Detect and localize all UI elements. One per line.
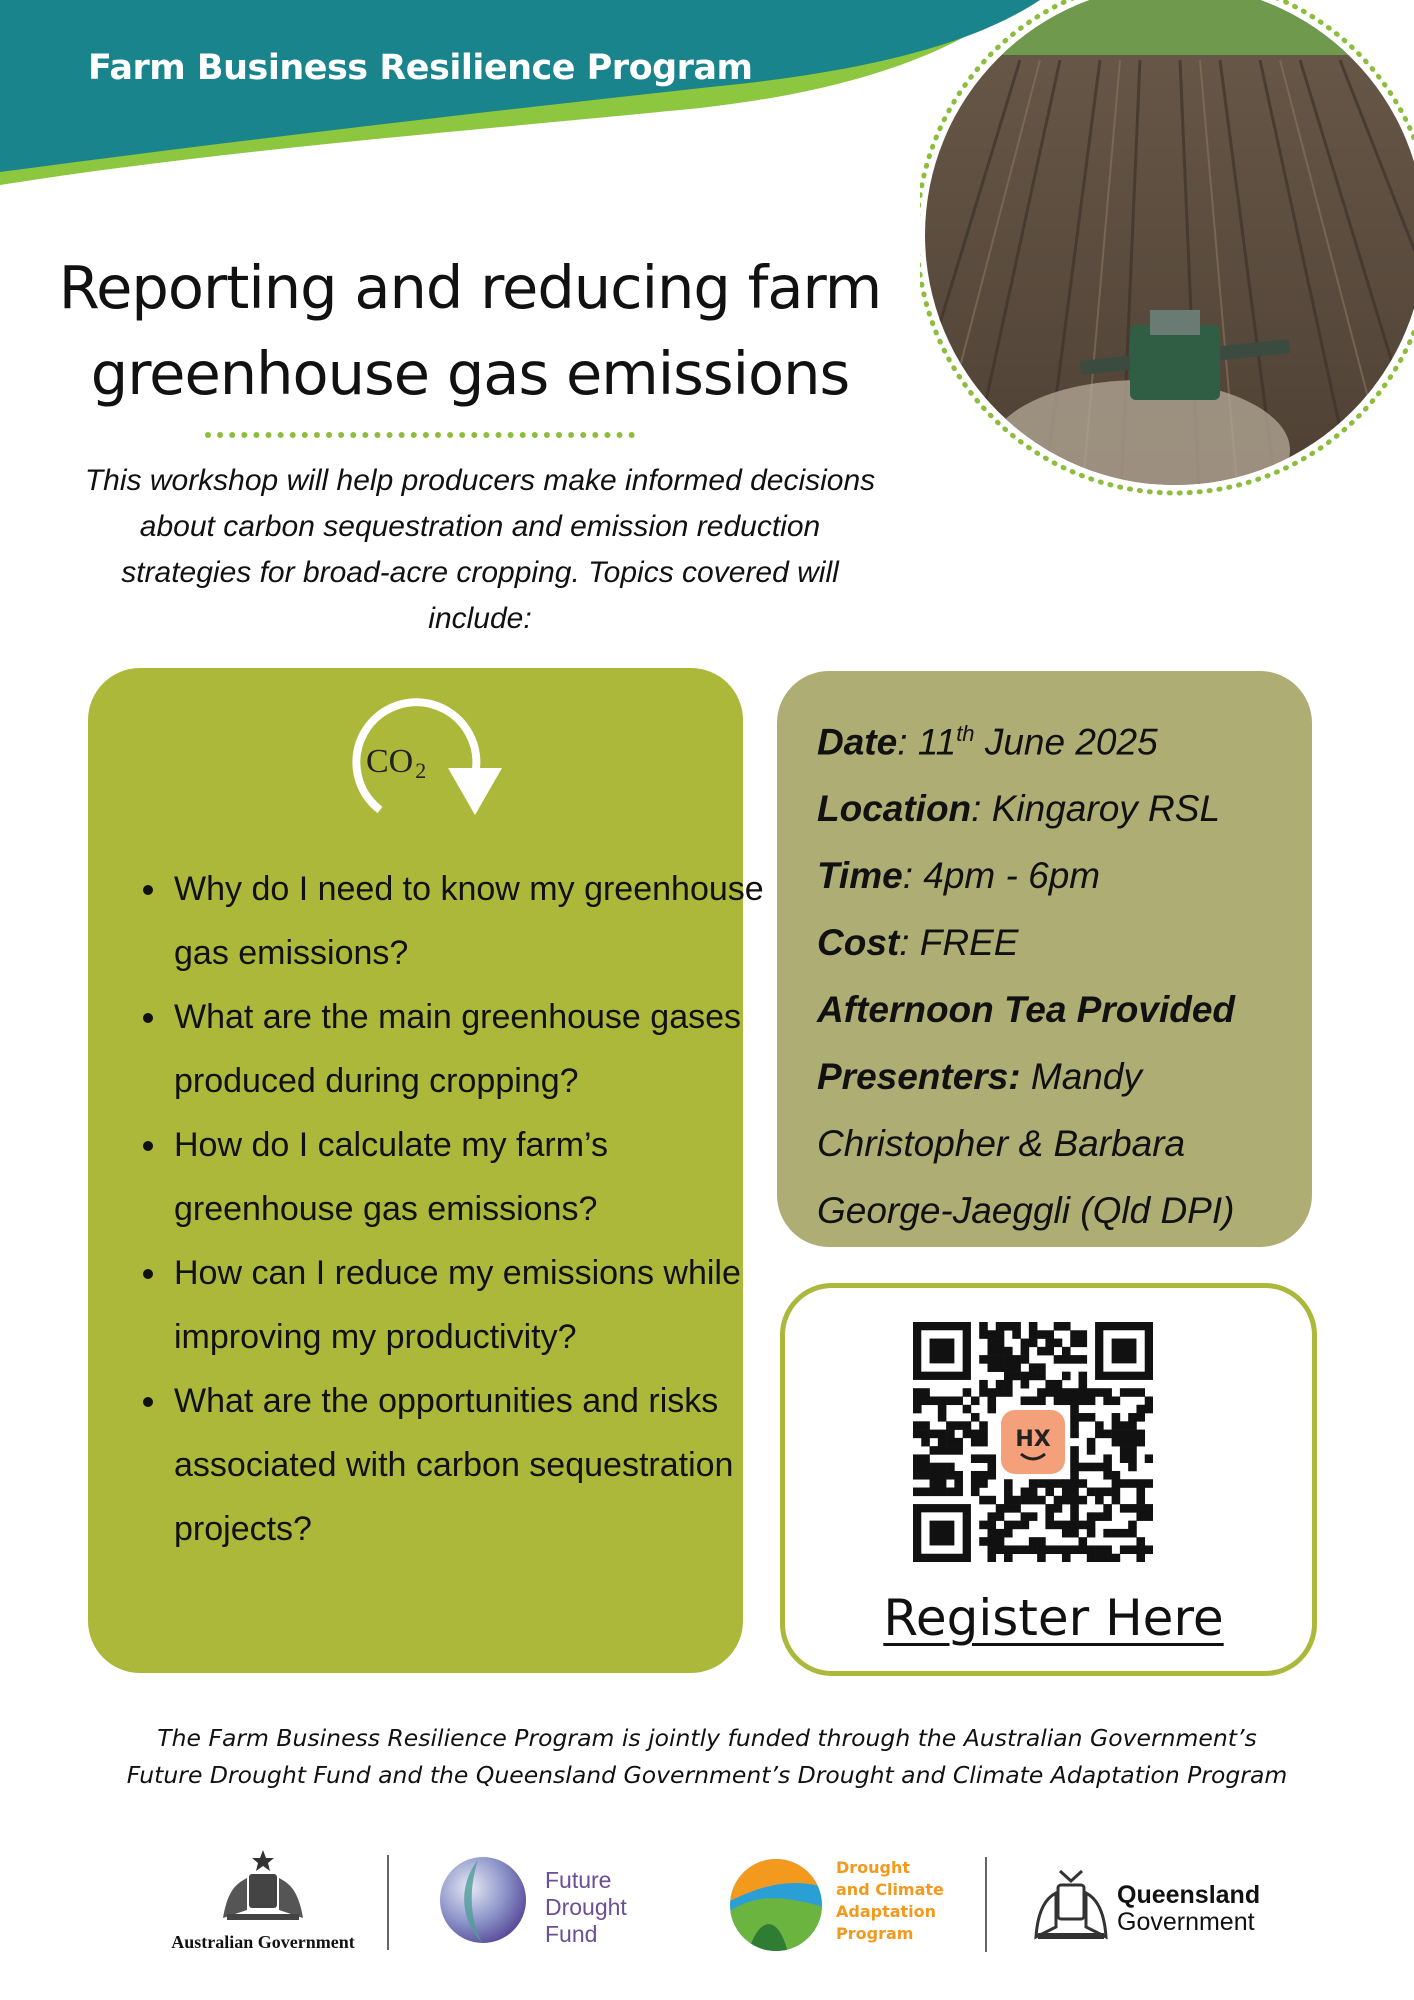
funding-line-2: Future Drought Fund and the Queensland Government’s Drought and Climate Adaptation Program <box>126 1761 1288 1789</box>
register-link[interactable]: Register Here <box>883 1589 1224 1647</box>
cost-row: Cost: FREE <box>817 922 1019 964</box>
cost-label: Cost <box>817 922 900 964</box>
australian-government-label: Australian Government <box>171 1932 355 1952</box>
queensland-crest-icon <box>1030 1867 1112 1945</box>
topic-item: • How do I calculate my farm’s greenhouse gas emissions? <box>170 1113 790 1241</box>
intro-text: This workshop will help producers make informed decisions about carbon sequestration and emission reduction strategies for broad-acre cropping. Topics covered will include: <box>84 464 876 635</box>
coat-of-arms-icon <box>213 1848 313 1928</box>
program-title: Farm Business Resilience Program <box>88 48 753 88</box>
afternoon-tea: Afternoon Tea Provided <box>817 989 1236 1031</box>
funding-statement <box>40 1720 1374 1794</box>
title-line-1: Reporting and reducing farm <box>58 253 882 322</box>
field-photo <box>920 0 1414 520</box>
location-row: Location: Kingaroy RSL <box>817 788 1221 830</box>
date-rest: June 2025 <box>974 721 1158 763</box>
cost-value: FREE <box>919 922 1019 964</box>
future-drought-fund-label: Future Drought Fund <box>545 1867 627 1947</box>
topic-item: • What are the main greenhouse gases produced during cropping? <box>170 985 790 1113</box>
svg-text:CO2 <box>366 743 426 783</box>
presenters-label: Presenters: <box>817 1056 1021 1098</box>
title-divider <box>205 432 635 438</box>
presenters-line-1: Mandy <box>1030 1056 1142 1098</box>
date-day: 11 <box>917 721 957 763</box>
drought-climate-adaptation-icon <box>728 1857 824 1953</box>
topic-item: • How can I reduce my emissions while improving my productivity? <box>170 1241 790 1369</box>
event-details <box>817 700 1307 1244</box>
topic-item: • What are the opportunities and risks associated with carbon sequestration projects? <box>170 1369 790 1561</box>
topic-item: • Why do I need to know my greenhouse gas emissions? <box>170 857 790 985</box>
qr-finder <box>913 1322 971 1380</box>
location-value: Kingaroy RSL <box>991 788 1221 830</box>
presenters-line-3: George-Jaeggli (Qld DPI) <box>817 1190 1235 1232</box>
date-label: Date <box>817 721 898 763</box>
co2-subscript: 2 <box>415 758 427 783</box>
page-title <box>30 245 910 417</box>
qr-finder <box>913 1504 971 1562</box>
logo-divider <box>387 1855 389 1950</box>
registration-qr-code[interactable] <box>913 1322 1153 1562</box>
drought-climate-adaptation-label: Drought and Climate Adaptation Program <box>836 1858 944 1943</box>
qr-finder <box>1095 1322 1153 1380</box>
time-value: 4pm - 6pm <box>923 855 1101 897</box>
title-line-2: greenhouse gas emissions <box>90 339 850 408</box>
time-row: Time: 4pm - 6pm <box>817 855 1101 897</box>
co2-cycle-icon <box>330 690 510 830</box>
future-drought-fund-icon <box>438 1855 528 1945</box>
location-label: Location <box>817 788 972 830</box>
time-label: Time <box>817 855 903 897</box>
co2-text: CO <box>366 743 414 780</box>
date-suffix: th <box>956 721 975 746</box>
date-row: Date: 11th June 2025 <box>817 721 1158 763</box>
topics-list <box>120 857 790 1561</box>
presenters-line-2: Christopher & Barbara <box>817 1123 1186 1165</box>
qr-logo-text: HX <box>1015 1427 1051 1452</box>
queensland-government-label: Queensland Government <box>1117 1881 1261 1936</box>
logo-divider <box>985 1857 987 1952</box>
presenters-row <box>817 1043 1307 1110</box>
funding-line-1: The Farm Business Resilience Program is jointly funded through the Australian Government’s <box>157 1724 1257 1752</box>
